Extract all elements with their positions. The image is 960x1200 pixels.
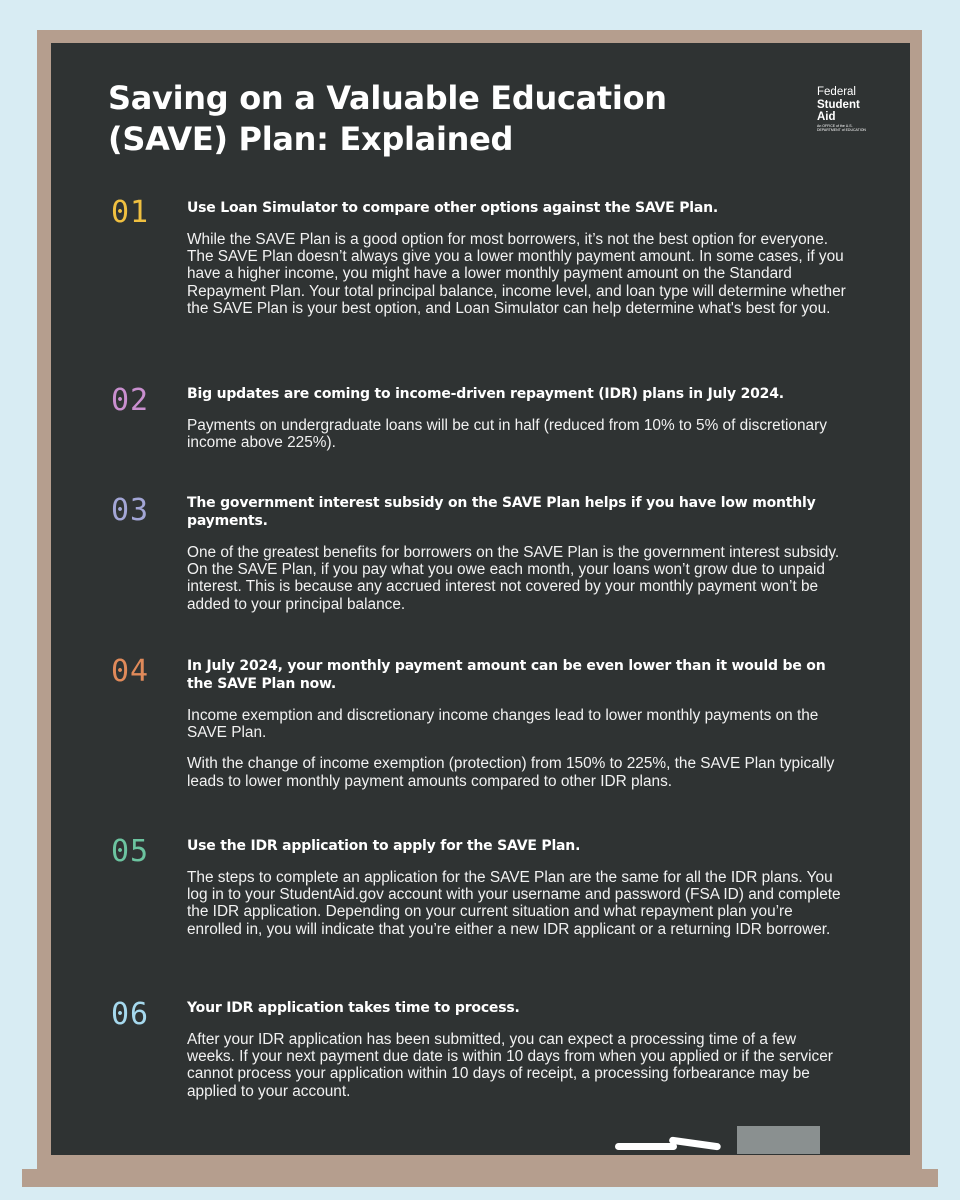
section-06 <box>187 999 847 1114</box>
section-paragraph: While the SAVE Plan is a good option for most borrowers, it’s not the best option for everyone. The SAVE Plan doesn’t always give you a lower monthly payment amount. In some cases, if you have a higher income, you might have a lower monthly payment amount on the Standard Repayment Plan. Your total principal balance, income level, and loan type will determine whether the SAVE Plan is your best option, and Loan Simulator can help determine what's best for you. <box>187 231 846 317</box>
section-heading: Use the IDR application to apply for the SAVE Plan. <box>187 838 581 854</box>
chalkboard-ledge <box>22 1169 938 1187</box>
section-number-02: 02 <box>111 383 150 418</box>
section-heading: Your IDR application takes time to process. <box>187 1000 520 1016</box>
section-number-05: 05 <box>111 834 150 869</box>
section-paragraph: Income exemption and discretionary income changes lead to lower monthly payments on the SAVE Plan. <box>187 707 819 742</box>
section-heading: The government interest subsidy on the SAVE Plan helps if you have low monthly payments. <box>187 495 816 529</box>
section-paragraph: Payments on undergraduate loans will be cut in half (reduced from 10% to 5% of discretionary income above 225%). <box>187 417 827 452</box>
section-paragraph: After your IDR application has been submitted, you can expect a processing time of a few weeks. If your next payment due date is within 10 days from when you applied or if the servicer cannot process your application within 10 days of receipt, a processing forbearance may be applied to your account. <box>187 1031 833 1100</box>
section-heading: Use Loan Simulator to compare other options against the SAVE Plan. <box>187 200 719 216</box>
chalkboard-eraser-icon <box>737 1126 820 1154</box>
section-heading: In July 2024, your monthly payment amount can be even lower than it would be on the SAVE Plan now. <box>187 658 826 692</box>
logo-line-1: Federal <box>817 86 856 98</box>
section-02 <box>187 385 847 465</box>
section-number-04: 04 <box>111 654 150 689</box>
section-05 <box>187 837 847 952</box>
federal-student-aid-logo <box>817 86 869 132</box>
section-paragraph: With the change of income exemption (protection) from 150% to 225%, the SAVE Plan typically leads to lower monthly payment amounts compared to other IDR plans. <box>187 755 835 790</box>
logo-subtext: An OFFICE of the U.S. DEPARTMENT of EDUCATION <box>817 124 866 132</box>
section-number-06: 06 <box>111 997 150 1032</box>
section-number-03: 03 <box>111 493 150 528</box>
logo-line-2: Student <box>817 99 860 111</box>
section-paragraph: The steps to complete an application for the SAVE Plan are the same for all the IDR plans. You log in to your StudentAid.gov account with your username and password (FSA ID) and complete the IDR application. Depending on your current situation and what repayment plan you’re enrolled in, you will indicate that you’re either a new IDR applicant or a returning IDR borrower. <box>187 869 841 938</box>
section-number-01: 01 <box>111 195 150 230</box>
section-heading: Big updates are coming to income-driven repayment (IDR) plans in July 2024. <box>187 386 784 402</box>
section-04 <box>187 657 847 804</box>
chalk-pieces-icon <box>613 1134 723 1156</box>
section-paragraph: One of the greatest benefits for borrowers on the SAVE Plan is the government interest subsidy. On the SAVE Plan, if you pay what you owe each month, your loans won’t grow due to unpaid interest. This is because any accrued interest not covered by your monthly payment won’t be added to your principal balance. <box>187 544 840 613</box>
page-title: Saving on a Valuable Education (SAVE) Plan: Explained <box>108 79 667 158</box>
section-01 <box>187 199 847 331</box>
section-03 <box>187 494 847 627</box>
logo-line-3: Aid <box>817 111 836 123</box>
